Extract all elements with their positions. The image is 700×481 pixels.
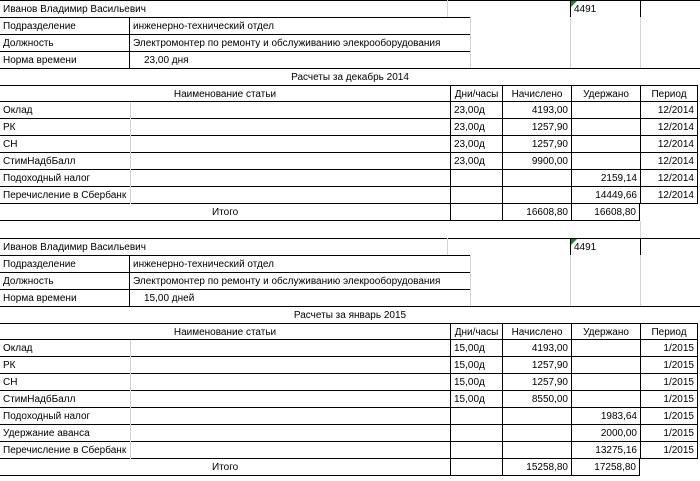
row-accrued[interactable]: 1257,90 — [502, 357, 571, 374]
department-label[interactable]: Подразделение — [0, 17, 130, 34]
row-withheld[interactable] — [571, 153, 640, 170]
column-header-days[interactable]: Дни/часы — [450, 323, 502, 340]
row-period[interactable]: 1/2015 — [640, 442, 698, 459]
time-norm-row — [0, 289, 700, 306]
grid-line — [640, 34, 641, 51]
row-withheld[interactable]: 14449,66 — [571, 187, 640, 204]
row-name[interactable]: Оклад — [0, 340, 450, 357]
table-row — [0, 357, 700, 374]
row-name[interactable]: СтимНадбБалл — [0, 153, 450, 170]
department-label[interactable]: Подразделение — [0, 255, 130, 272]
table-row — [0, 102, 700, 119]
department-row — [0, 255, 700, 272]
grid-line — [570, 17, 571, 34]
row-days[interactable] — [450, 442, 502, 459]
time-norm-label[interactable]: Норма времени — [0, 51, 130, 68]
column-header-period[interactable]: Период — [640, 85, 698, 102]
department-row — [0, 17, 700, 34]
row-accrued[interactable]: 4193,00 — [502, 340, 571, 357]
table-header-row — [0, 323, 700, 340]
table-row — [0, 408, 700, 425]
position-label[interactable]: Должность — [0, 34, 130, 51]
grid-line — [447, 0, 448, 17]
table-row — [0, 374, 700, 391]
row-days[interactable]: 15,00д — [450, 340, 502, 357]
row-name[interactable]: Перечисление в Сбербанк — [0, 442, 450, 459]
column-header-name[interactable]: Наименование статьи — [0, 85, 450, 102]
row-withheld[interactable] — [571, 340, 640, 357]
row-accrued[interactable]: 1257,90 — [502, 374, 571, 391]
row-name[interactable]: СН — [0, 374, 450, 391]
grid-line — [570, 51, 571, 68]
grid-line — [470, 255, 471, 272]
grid-line — [130, 374, 131, 391]
row-name[interactable]: Подоходный налог — [0, 170, 450, 187]
row-accrued[interactable] — [502, 187, 571, 204]
row-days[interactable]: 15,00д — [450, 357, 502, 374]
row-period[interactable]: 12/2014 — [640, 170, 698, 187]
table-row — [0, 136, 700, 153]
grid-line — [570, 255, 571, 272]
grid-line — [130, 425, 131, 442]
grid-line — [130, 408, 131, 425]
grid-line — [130, 187, 131, 204]
grid-line — [447, 238, 448, 255]
row-days[interactable]: 23,00д — [450, 136, 502, 153]
grid-line — [130, 340, 131, 357]
comment-indicator-icon — [571, 1, 577, 7]
grid-line — [470, 289, 471, 306]
row-days[interactable] — [450, 170, 502, 187]
row-days[interactable] — [450, 408, 502, 425]
row-name[interactable]: СН — [0, 136, 450, 153]
row-withheld[interactable]: 2000,00 — [571, 425, 640, 442]
grid-line — [640, 17, 641, 34]
row-days[interactable]: 23,00д — [450, 153, 502, 170]
total-row — [0, 204, 700, 221]
total-label[interactable]: Итого — [0, 204, 450, 221]
cell-empty[interactable] — [450, 204, 502, 221]
comment-indicator-icon — [571, 239, 577, 245]
column-header-period[interactable]: Период — [640, 323, 698, 340]
row-accrued[interactable] — [502, 425, 571, 442]
table-row — [0, 187, 700, 204]
row-accrued[interactable] — [502, 170, 571, 187]
position-row — [0, 272, 700, 289]
total-accrued[interactable]: 16608,80 — [502, 204, 571, 221]
row-withheld[interactable]: 13275,16 — [571, 442, 640, 459]
cell-empty[interactable] — [447, 238, 570, 255]
employee-name[interactable]: Иванов Владимир Васильевич — [0, 0, 447, 17]
spacer-row — [0, 221, 700, 238]
row-accrued[interactable] — [502, 408, 571, 425]
row-days[interactable] — [450, 187, 502, 204]
table-row — [0, 391, 700, 408]
row-name[interactable]: РК — [0, 357, 450, 374]
row-withheld[interactable]: 2159,14 — [571, 170, 640, 187]
calc-period-title[interactable]: Расчеты за декабрь 2014 — [0, 68, 700, 85]
row-days[interactable]: 15,00д — [450, 374, 502, 391]
table-row — [0, 442, 700, 459]
row-name[interactable]: РК — [0, 119, 450, 136]
column-header-withheld[interactable]: Удержано — [571, 323, 640, 340]
employee-code[interactable]: 4491 — [570, 238, 640, 255]
grid-line — [570, 289, 571, 306]
row-withheld[interactable]: 1983,64 — [571, 408, 640, 425]
grid-line — [640, 255, 641, 272]
time-norm-label[interactable]: Норма времени — [0, 289, 130, 306]
row-period[interactable]: 12/2014 — [640, 187, 698, 204]
table-row — [0, 119, 700, 136]
grid-line — [470, 17, 471, 34]
table-header-row — [0, 85, 700, 102]
position-row — [0, 34, 700, 51]
row-withheld[interactable] — [571, 374, 640, 391]
row-period[interactable]: 1/2015 — [640, 374, 698, 391]
grid-line — [570, 272, 571, 289]
row-accrued[interactable]: 4193,00 — [502, 102, 571, 119]
calc-period-title[interactable]: Расчеты за январь 2015 — [0, 306, 700, 323]
cell-empty[interactable] — [640, 204, 698, 221]
row-name[interactable]: Подоходный налог — [0, 408, 450, 425]
table-row — [0, 425, 700, 442]
column-header-accrued[interactable]: Начислено — [502, 323, 571, 340]
table-row — [0, 340, 700, 357]
row-period[interactable]: 1/2015 — [640, 408, 698, 425]
grid-line — [130, 442, 131, 459]
department-value[interactable]: инженерно-технический отдел — [130, 17, 470, 34]
grid-line — [130, 136, 131, 153]
row-period[interactable]: 1/2015 — [640, 357, 698, 374]
grid-line — [470, 34, 471, 51]
total-withheld[interactable]: 17258,80 — [571, 459, 640, 476]
time-norm-value[interactable]: 15,00 дней — [130, 289, 470, 306]
total-accrued[interactable]: 15258,80 — [502, 459, 571, 476]
cell-empty[interactable] — [450, 459, 502, 476]
employee-name-row — [0, 238, 700, 255]
row-period[interactable]: 1/2015 — [640, 425, 698, 442]
row-withheld[interactable] — [571, 391, 640, 408]
row-name[interactable]: Удержание аванса — [0, 425, 450, 442]
time-norm-row — [0, 51, 700, 68]
grid-line — [640, 289, 641, 306]
column-header-name[interactable]: Наименование статьи — [0, 323, 450, 340]
department-value[interactable]: инженерно-технический отдел — [130, 255, 470, 272]
employee-name-row — [0, 0, 700, 17]
grid-line — [570, 34, 571, 51]
column-header-withheld[interactable]: Удержано — [571, 85, 640, 102]
position-value[interactable]: Электромонтер по ремонту и обслуживанию элекрооборудования — [130, 272, 470, 289]
cell-empty[interactable] — [640, 0, 700, 17]
table-row — [0, 153, 700, 170]
row-days[interactable]: 15,00д — [450, 391, 502, 408]
total-label[interactable]: Итого — [0, 459, 450, 476]
row-period[interactable]: 12/2014 — [640, 102, 698, 119]
cell-empty[interactable] — [447, 0, 570, 17]
grid-line — [130, 391, 131, 408]
row-days[interactable]: 23,00д — [450, 119, 502, 136]
row-name[interactable]: Оклад — [0, 102, 450, 119]
row-withheld[interactable] — [571, 102, 640, 119]
table-row — [0, 170, 700, 187]
row-period[interactable]: 1/2015 — [640, 340, 698, 357]
grid-line — [130, 119, 131, 136]
grid-line — [640, 51, 641, 68]
row-accrued[interactable]: 1257,90 — [502, 136, 571, 153]
grid-line — [130, 153, 131, 170]
row-withheld[interactable] — [571, 136, 640, 153]
cell-empty[interactable] — [640, 459, 698, 476]
column-header-accrued[interactable]: Начислено — [502, 85, 571, 102]
row-name[interactable]: Перечисление в Сбербанк — [0, 187, 450, 204]
row-withheld[interactable] — [571, 119, 640, 136]
position-label[interactable]: Должность — [0, 272, 130, 289]
row-period[interactable]: 12/2014 — [640, 119, 698, 136]
row-days[interactable] — [450, 425, 502, 442]
grid-line — [470, 272, 471, 289]
row-accrued[interactable] — [502, 442, 571, 459]
grid-line — [130, 357, 131, 374]
total-row — [0, 459, 700, 476]
row-period[interactable]: 1/2015 — [640, 391, 698, 408]
row-accrued[interactable]: 8550,00 — [502, 391, 571, 408]
grid-line — [640, 272, 641, 289]
row-period[interactable]: 12/2014 — [640, 136, 698, 153]
employee-name[interactable]: Иванов Владимир Васильевич — [0, 238, 447, 255]
row-name[interactable]: СтимНадбБалл — [0, 391, 450, 408]
cell-empty[interactable] — [640, 238, 700, 255]
row-days[interactable]: 23,00д — [450, 102, 502, 119]
grid-line — [470, 51, 471, 68]
total-withheld[interactable]: 16608,80 — [571, 204, 640, 221]
grid-line — [130, 170, 131, 187]
column-header-days[interactable]: Дни/часы — [450, 85, 502, 102]
employee-code[interactable]: 4491 — [570, 0, 640, 17]
grid-line — [130, 102, 131, 119]
time-norm-value[interactable]: 23,00 дня — [130, 51, 470, 68]
row-accrued[interactable]: 1257,90 — [502, 119, 571, 136]
calc-title-row — [0, 68, 700, 85]
position-value[interactable]: Электромонтер по ремонту и обслуживанию элекрооборудования — [130, 34, 470, 51]
row-period[interactable]: 12/2014 — [640, 153, 698, 170]
calc-title-row — [0, 306, 700, 323]
grid-line — [640, 221, 641, 238]
row-accrued[interactable]: 9900,00 — [502, 153, 571, 170]
row-withheld[interactable] — [571, 357, 640, 374]
